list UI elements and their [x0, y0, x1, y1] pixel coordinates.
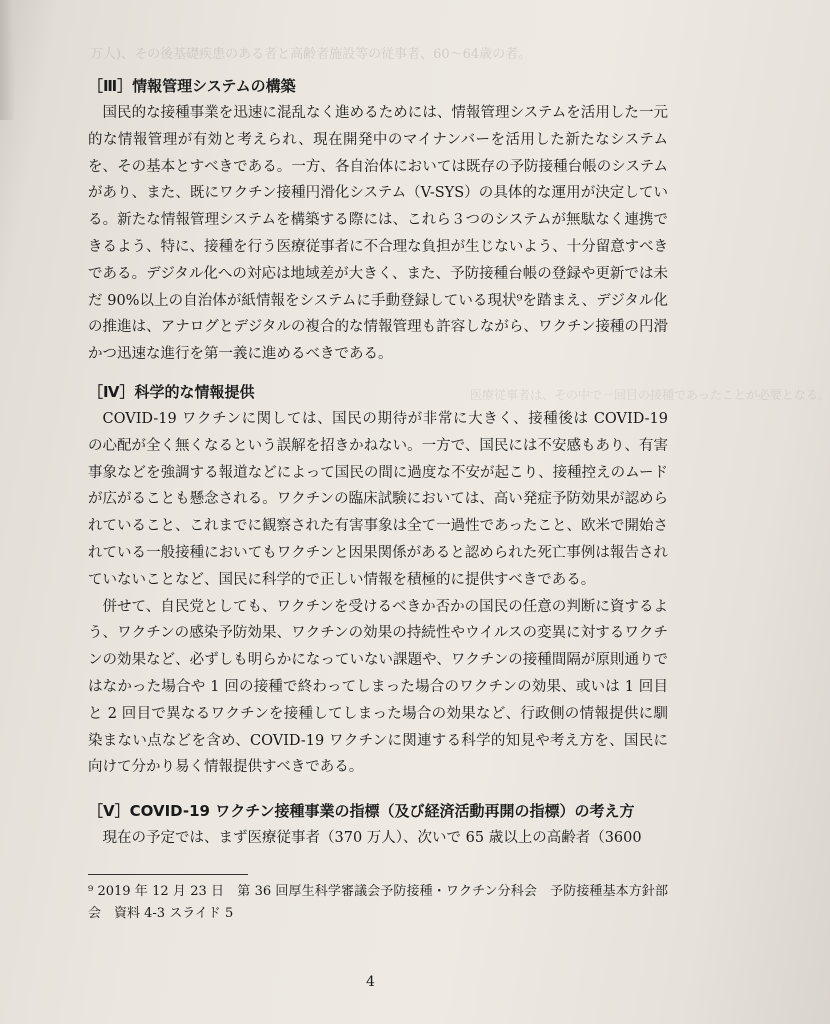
section-heading: ［Ⅳ］科学的な情報提供 [88, 382, 255, 401]
section-information-system [88, 72, 668, 368]
adjacent-page-edge [0, 0, 14, 120]
section-scientific-information [88, 378, 668, 781]
section-heading: ［Ⅴ］COVID-19 ワクチン接種事業の指標（及び経済活動再開の指標）の考え方 [88, 802, 635, 821]
page-number: 4 [366, 974, 375, 990]
paragraph: 国民的な接種事業を迅速に混乱なく進めるためには、情報管理システムを活用した一元的な情報管理が有効と考えられ、現在開発中のマイナンバーを活用した新たなシステムを、その基本とすべきである。一方、各自治体においては既存の予防接種台帳のシステムがあり、また、既にワクチン接種円滑化システム（V-SYS）の具体的な運用が決定している。新たな情報管理システムを構築する際には、これら３つのシステムが無駄なく連携できるよう、特に、接種を行う医療従事者に不合理な負担が生じないよう、十分留意すべきである。デジタル化への対応は地域差が大きく、また、予防接種台帳の登録や更新では未だ 90%以上の自治体が紙情報をシステムに手動登録している現状⁹を踏まえ、デジタル化の推進は、アナログとデジタルの複合的な情報管理も許容しながら、ワクチン接種の円滑かつ迅速な進行を第一義に進めるべきである。 [88, 105, 668, 363]
footnote: ⁹ 2019 年 12 月 23 日 第 36 回厚生科学審議会予防接種・ワクチン分科会 予防接種基本方針部会 資料 4-3 スライド 5 [88, 883, 668, 921]
paragraph: 併せて、自民党としても、ワクチンを受けるべきか否かの国民の任意の判断に資するよう、ワクチンの感染予防効果、ワクチンの効果の持続性やウイルスの変異に対するワクチンの効果など、必ずしも明らかになっていない課題や、ワクチンの接種間隔が原則通りではなかった場合や 1 回の接種で終わってしまった場合のワクチンの効果、或いは 1 回目と 2 回目で異なるワクチンを接種してしまった場合の効果など、行政側の情報提供に馴染まない点などを含め、COVID-19 ワクチンに関連する科学的知見や考え方を、国民に向けて分かり易く情報提供すべきである。 [88, 598, 668, 776]
paragraph: 現在の予定では、まず医療従事者（370 万人）、次いで 65 歳以上の高齢者（3600 [102, 830, 642, 847]
section-heading: ［Ⅲ］情報管理システムの構築 [88, 77, 296, 95]
bleed-through-text: 万人)、その後基礎疾患のある者と高齢者施設等の従事者、60〜64歳の者。 [90, 47, 532, 62]
paragraph: COVID-19 ワクチンに関しては、国民の期待が非常に大きく、接種後は COVID-19 の心配が全く無くなるという誤解を招きかねない。一方で、国民には不安感もあり、有害事象などを強調する報道などによって国民の間に過度な不安が起こり、接種控えのムードが広がることも懸念される。ワクチンの臨床試験においては、高い発症予防効果が認められていること、これまでに観察された有害事象は全て一過性であったこと、欧米で開始されている一般接種においてもワクチンと因果関係があると認められた死亡事例は報告されていないことなど、国民に科学的で正しい情報を積極的に提供すべきである。 [88, 410, 668, 588]
section-vaccination-indicators [88, 797, 668, 852]
footnote-divider [88, 874, 248, 875]
document-body [88, 72, 668, 925]
bleed-through-text-mid: 医療従事者は、その中で一回目の接種であったことが必要となる。 [470, 388, 830, 402]
